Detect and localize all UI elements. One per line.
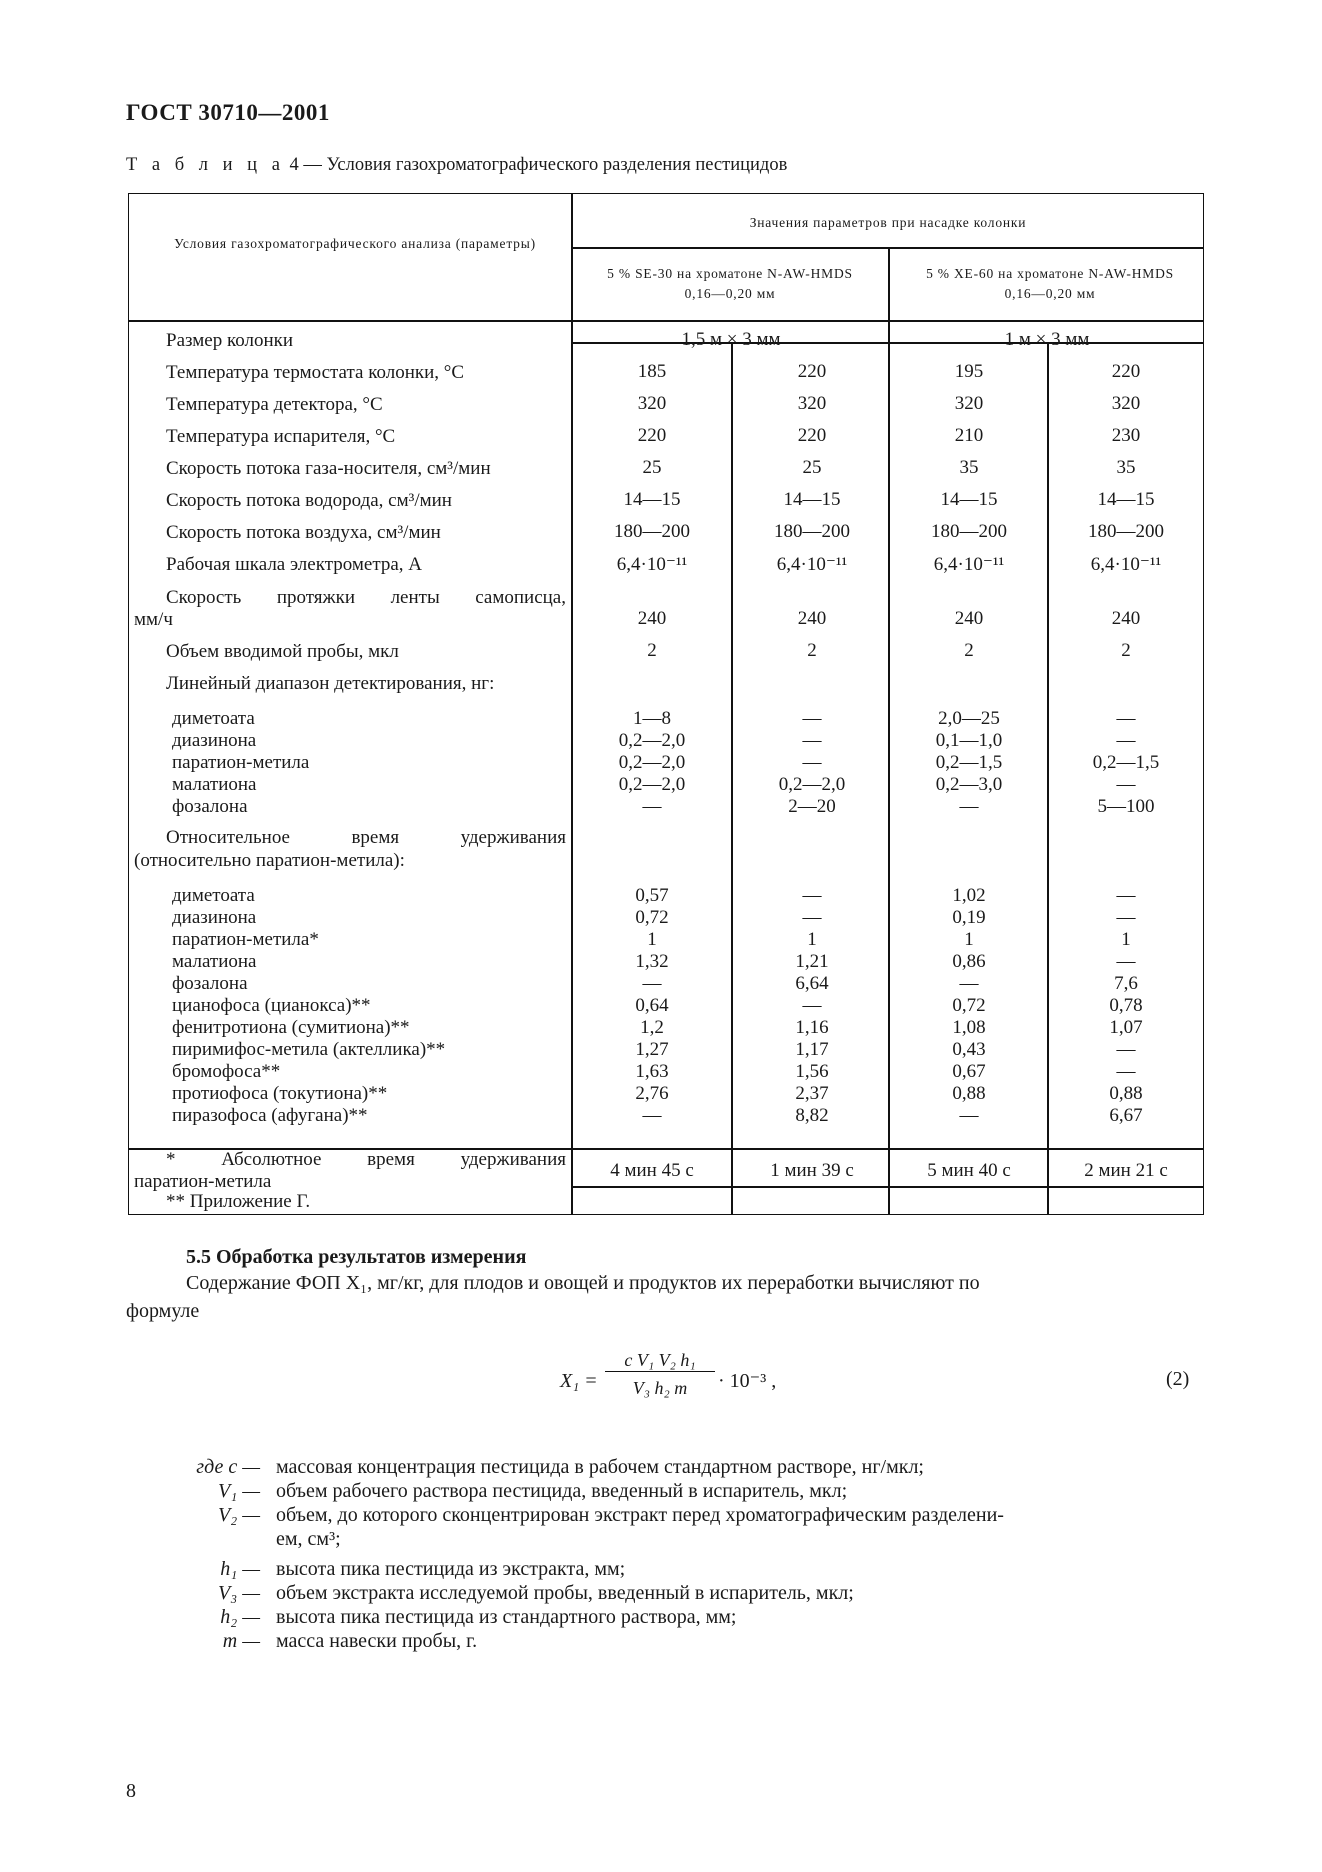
- table-cell: 14—15: [1097, 489, 1155, 510]
- legend-symbol: V₂ —: [218, 1504, 260, 1526]
- row-label: Температура термостата колонки, °С: [166, 362, 465, 383]
- value-column: [733, 885, 891, 1127]
- table-cell: 14—15: [940, 489, 998, 510]
- value-column: [733, 708, 891, 818]
- table-cell: 0,2—1,5: [935, 752, 1003, 773]
- table-cell: 0,72: [635, 907, 669, 928]
- table-divider: [571, 1186, 1204, 1188]
- sub-item: диметоата: [172, 708, 255, 729]
- sub-item: фенитротиона (сумитиона)**: [172, 1017, 410, 1038]
- table-cell: 2: [1121, 640, 1131, 661]
- legend-symbol: h₁ —: [220, 1558, 260, 1580]
- table-cell: 1,56: [795, 1061, 829, 1082]
- legend-symbol: m —: [222, 1630, 260, 1652]
- table-cell: 0,2—1,5: [1092, 752, 1160, 773]
- table-cell: 2,0—25: [938, 708, 1000, 729]
- value-column: [890, 708, 1048, 818]
- row-label: Рабочая шкала электрометра, А: [166, 554, 423, 575]
- table-cell: 320: [954, 393, 984, 414]
- section-paragraph-line1: Содержание ФОП X₁, мг/кг, для плодов и овощей и продуктов их переработки вычисляют по: [186, 1272, 980, 1294]
- table-cell: —: [1116, 885, 1136, 906]
- row-label: Линейный диапазон детектирования, нг:: [166, 673, 495, 694]
- value-column: [1048, 708, 1204, 818]
- table-cell: 2,76: [635, 1083, 669, 1104]
- table-cell: —: [642, 796, 662, 817]
- table-cell: 0,2—3,0: [935, 774, 1003, 795]
- table-cell: 4 мин 45 с: [610, 1160, 694, 1181]
- formula-number: (2): [1166, 1368, 1190, 1390]
- legend-text: объем экстракта исследуемой пробы, введенный в испаритель, мкл;: [276, 1582, 854, 1604]
- table-cell: 6,4·10⁻¹¹: [776, 554, 848, 575]
- table-cell: —: [802, 730, 822, 751]
- table-cell: —: [959, 973, 979, 994]
- caption-text: — Условия газохроматографического разделения пестицидов: [303, 155, 788, 175]
- table-cell: 240: [637, 608, 667, 629]
- legend-text: объем, до которого сконцентрирован экстракт перед хроматографическим разделени-: [276, 1504, 1004, 1526]
- legend-text: высота пика пестицида из стандартного раствора, мм;: [276, 1606, 737, 1628]
- table-cell: 25: [802, 457, 822, 478]
- col-group-xe60: 5 % XE-60 на хроматоне N-AW-HMDS 0,16—0,20 мм: [926, 266, 1174, 301]
- formula-lhs: [560, 1370, 598, 1393]
- table-cell: 6,4·10⁻¹¹: [1090, 554, 1162, 575]
- table-cell: 1,08: [952, 1017, 986, 1038]
- row-label: паратион-метила: [134, 1171, 272, 1192]
- table-cell: 0,43: [952, 1039, 986, 1060]
- legend-text: ем, см³;: [276, 1528, 341, 1550]
- table-cell: 240: [954, 608, 984, 629]
- table-cell: 0,57: [635, 885, 669, 906]
- table-cell: —: [1116, 951, 1136, 972]
- table-cell: 1,63: [635, 1061, 669, 1082]
- section-title: 5.5 Обработка результатов измерения: [186, 1246, 527, 1268]
- table-cell: 320: [637, 393, 667, 414]
- table-cell: 7,6: [1114, 973, 1138, 994]
- table-cell: 1,07: [1109, 1017, 1143, 1038]
- legend-symbol: V₁ —: [218, 1480, 260, 1502]
- sub-item: диазинона: [172, 907, 257, 928]
- table-cell: 0,88: [1109, 1083, 1143, 1104]
- table-cell: —: [1116, 708, 1136, 729]
- table-cell: 180—200: [1088, 521, 1164, 542]
- section-paragraph-line2: формуле: [126, 1300, 200, 1322]
- table-cell: 0,64: [635, 995, 669, 1016]
- table-cell: 2,37: [795, 1083, 829, 1104]
- legend-text: массовая концентрация пестицида в рабочем стандартном растворе, нг/мкл;: [276, 1456, 924, 1478]
- table-cell: 2: [647, 640, 657, 661]
- value-column: [573, 885, 731, 1127]
- table-cell: 210: [954, 425, 984, 446]
- table-cell: 1: [807, 929, 817, 950]
- table-cell: 1,17: [795, 1039, 829, 1060]
- param-header: Условия газохроматографического анализа (параметры): [174, 236, 536, 251]
- row-label: Относительное время удерживания: [166, 827, 566, 848]
- sub-item: паратион-метила*: [172, 929, 319, 950]
- table-cell: 230: [1111, 425, 1141, 446]
- table-cell: 320: [1111, 393, 1141, 414]
- table-cell: 1,2: [640, 1017, 664, 1038]
- table-cell: 0,88: [952, 1083, 986, 1104]
- sub-item: фозалона: [172, 796, 248, 817]
- table-divider: [571, 247, 1204, 249]
- table-cell: 220: [1111, 361, 1141, 382]
- table-cell: 220: [797, 425, 827, 446]
- table-cell: 35: [1116, 457, 1136, 478]
- legend-symbol: V₃ —: [218, 1582, 260, 1604]
- table-cell: 1,32: [635, 951, 669, 972]
- table-cell: 6,64: [795, 973, 829, 994]
- table-footnote: ** Приложение Г.: [166, 1191, 311, 1212]
- table-cell: 1,27: [635, 1039, 669, 1060]
- table-cell: 2: [964, 640, 974, 661]
- table-cell: —: [802, 708, 822, 729]
- sub-item: бромофоса**: [172, 1061, 281, 1082]
- sub-item: цианофоса (цианокса)**: [172, 995, 371, 1016]
- table-cell: 25: [642, 457, 662, 478]
- table-cell: 0,86: [952, 951, 986, 972]
- document-header: ГОСТ 30710—2001: [126, 100, 330, 125]
- table-cell: —: [642, 1105, 662, 1126]
- table-cell: 2 мин 21 с: [1084, 1160, 1168, 1181]
- row-label: (относительно паратион-метила):: [134, 850, 405, 871]
- legend-text: объем рабочего раствора пестицида, введенный в испаритель, мкл;: [276, 1480, 848, 1502]
- values-header: Значения параметров при насадке колонки: [749, 215, 1027, 230]
- table-divider: [128, 320, 1204, 322]
- sub-items: [172, 885, 445, 1127]
- table-cell: —: [802, 995, 822, 1016]
- table-cell: 2: [807, 640, 817, 661]
- table-cell: —: [959, 1105, 979, 1126]
- value-column: [890, 885, 1048, 1127]
- table-cell: 180—200: [931, 521, 1007, 542]
- row-label: мм/ч: [134, 609, 173, 630]
- table-cell: 0,2—2,0: [618, 774, 686, 795]
- row-label: Температура детектора, °С: [166, 394, 383, 415]
- formula-lhs-text: X₁ =: [560, 1370, 598, 1392]
- table-cell: 6,4·10⁻¹¹: [616, 554, 688, 575]
- sub-item: пиримифос-метила (актеллика)**: [172, 1039, 446, 1060]
- table-cell: 195: [954, 361, 984, 382]
- row-label: Скорость потока воздуха, см³/мин: [166, 522, 441, 543]
- row-label: * Абсолютное время удерживания: [166, 1149, 566, 1170]
- table-cell: 6,4·10⁻¹¹: [933, 554, 1005, 575]
- formula-denominator: V₃ h₂ m: [632, 1378, 688, 1398]
- table-cell: 14—15: [623, 489, 681, 510]
- table-cell: —: [1116, 774, 1136, 795]
- legend-text: масса навески пробы, г.: [276, 1630, 478, 1652]
- table-cell: 1,16: [795, 1017, 829, 1038]
- table-cell: 5—100: [1097, 796, 1155, 817]
- table-cell: —: [1116, 1039, 1136, 1060]
- table-cell: —: [802, 885, 822, 906]
- caption-number: 4: [289, 155, 299, 175]
- caption-prefix: Т а б л и ц а: [126, 155, 285, 175]
- sub-item: диметоата: [172, 885, 255, 906]
- table-cell: 8,82: [795, 1105, 829, 1126]
- formula-tail: · 10⁻³ ,: [718, 1370, 777, 1392]
- row-label: Размер колонки: [166, 330, 294, 351]
- table-cell: 180—200: [774, 521, 850, 542]
- table-cell: 185: [637, 361, 667, 382]
- table-cell: 35: [959, 457, 979, 478]
- table-cell: 1—8: [633, 708, 671, 729]
- legend-text: высота пика пестицида из экстракта, мм;: [276, 1558, 626, 1580]
- row-label: Скорость потока газа-носителя, см³/мин: [166, 458, 491, 479]
- table-cell: 240: [1111, 608, 1141, 629]
- sub-item: диазинона: [172, 730, 257, 751]
- table-cell: —: [802, 907, 822, 928]
- table-cell: —: [1116, 730, 1136, 751]
- table-cell: 1,02: [952, 885, 986, 906]
- table-cell: 2—20: [788, 796, 836, 817]
- table-cell: 320: [797, 393, 827, 414]
- row-label: Объем вводимой пробы, мкл: [166, 641, 399, 662]
- table-cell: 14—15: [783, 489, 841, 510]
- table-cell: 0,72: [952, 995, 986, 1016]
- sub-items: [172, 708, 309, 818]
- table-cell: 0,2—2,0: [778, 774, 846, 795]
- table-cell: 1 мин 39 с: [770, 1160, 854, 1181]
- table-cell: 180—200: [614, 521, 690, 542]
- sub-item: фозалона: [172, 973, 248, 994]
- table-cell: 1,21: [795, 951, 829, 972]
- table-cell: 1,5 м × 3 мм: [681, 329, 781, 350]
- table-cell: —: [642, 973, 662, 994]
- row-label: Скорость потока водорода, см³/мин: [166, 490, 452, 511]
- table-cell: —: [1116, 907, 1136, 928]
- table-cell: 1: [1121, 929, 1131, 950]
- table-cell: 0,2—2,0: [618, 730, 686, 751]
- value-column: [1048, 885, 1204, 1127]
- table-cell: —: [802, 752, 822, 773]
- table-cell: —: [1116, 1061, 1136, 1082]
- legend-symbol: h₂ —: [220, 1606, 260, 1628]
- table-cell: 0,19: [952, 907, 986, 928]
- sub-item: паратион-метила: [172, 752, 310, 773]
- table-cell: 1: [647, 929, 657, 950]
- table-cell: —: [959, 796, 979, 817]
- col-group-se30: 5 % SE-30 на хроматоне N-AW-HMDS 0,16—0,20 мм: [607, 266, 853, 301]
- table-cell: 1 м × 3 мм: [1004, 329, 1090, 350]
- value-column: [573, 708, 731, 818]
- sub-item: малатиона: [172, 774, 257, 795]
- table-cell: 220: [797, 361, 827, 382]
- sub-item: пиразофоса (афугана)**: [172, 1105, 368, 1126]
- table-cell: 0,1—1,0: [935, 730, 1003, 751]
- table-cell: 5 мин 40 с: [927, 1160, 1011, 1181]
- table-cell: 6,67: [1109, 1105, 1143, 1126]
- legend-symbol: где c —: [196, 1456, 260, 1478]
- page-number: 8: [126, 1780, 136, 1802]
- row-label: Скорость протяжки ленты самописца,: [166, 587, 566, 608]
- table-cell: 240: [797, 608, 827, 629]
- table-cell: 0,78: [1109, 995, 1143, 1016]
- row-label: Температура испарителя, °С: [166, 426, 396, 447]
- table-cell: 1: [964, 929, 974, 950]
- sub-item: протиофоса (токутиона)**: [172, 1083, 388, 1104]
- table-cell: 0,2—2,0: [618, 752, 686, 773]
- table-caption: [126, 155, 787, 176]
- table-cell: 0,67: [952, 1061, 986, 1082]
- table-cell: 220: [637, 425, 667, 446]
- sub-item: малатиона: [172, 951, 257, 972]
- formula-numerator: c V₁ V₂ h₁: [605, 1350, 715, 1372]
